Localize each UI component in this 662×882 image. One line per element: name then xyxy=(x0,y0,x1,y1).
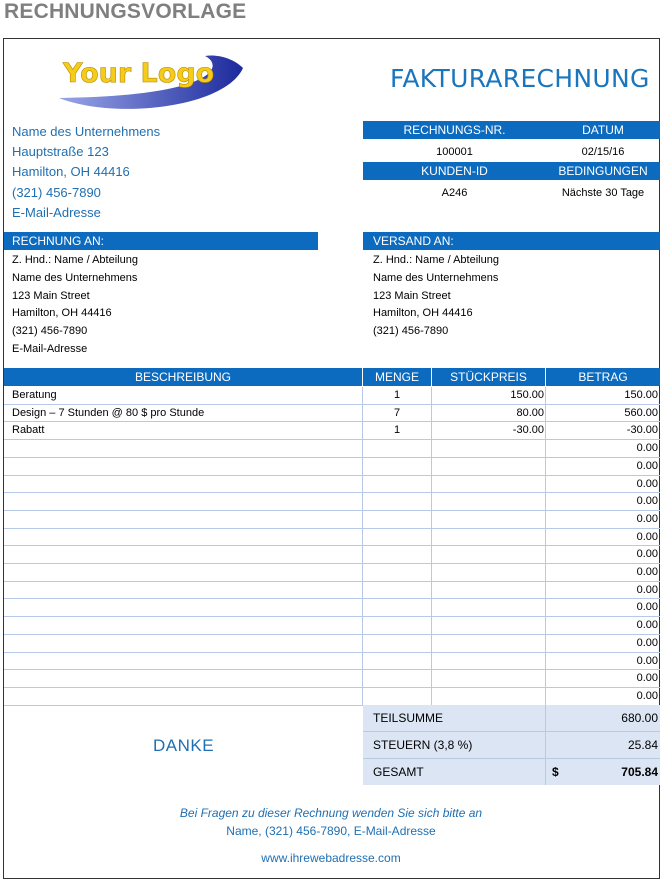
cell-description xyxy=(4,529,362,546)
cell-description xyxy=(4,476,362,493)
total-value: 705.84 xyxy=(546,759,660,785)
cell-qty xyxy=(363,476,431,493)
cell-amount: 0.00 xyxy=(636,566,658,578)
ship-to-line: Z. Hnd.: Name / Abteilung xyxy=(373,254,499,266)
ship-to-line: 123 Main Street xyxy=(373,290,451,302)
cell-unit-price xyxy=(432,670,545,687)
cell-qty: 1 xyxy=(393,389,401,401)
cell-amount: 0.00 xyxy=(636,530,658,543)
cell-qty xyxy=(363,564,431,581)
cell-qty xyxy=(363,458,431,475)
subtotal-value: 680.00 xyxy=(546,705,660,731)
company-phone: (321) 456-7890 xyxy=(12,185,101,200)
company-city: Hamilton, OH 44416 xyxy=(12,164,130,179)
column-divider xyxy=(362,387,363,706)
invoice-number-header: RECHNUNGS-NR. xyxy=(363,121,546,139)
cell-qty xyxy=(363,529,431,546)
cell-amount: 0.00 xyxy=(636,689,658,702)
cell-description xyxy=(4,653,362,670)
cell-amount: 0.00 xyxy=(636,477,658,490)
cell-unit-price xyxy=(432,617,545,634)
column-header-qty: MENGE xyxy=(363,368,431,386)
cell-amount: 0.00 xyxy=(636,672,658,685)
cell-unit-price xyxy=(432,564,545,581)
company-name: Name des Unternehmens xyxy=(12,124,161,139)
cell-unit-price xyxy=(432,529,545,546)
cell-description: Design – 7 Stunden @ 80 $ pro Stunde xyxy=(12,406,205,419)
ship-to-header: VERSAND AN: xyxy=(363,232,660,250)
cell-unit-price xyxy=(432,653,545,670)
thank-you-text: DANKE xyxy=(153,736,215,755)
bill-to-line: Name des Unternehmens xyxy=(12,272,138,284)
cell-unit-price xyxy=(432,511,545,528)
cell-qty xyxy=(363,653,431,670)
bill-to-line: 123 Main Street xyxy=(12,290,90,302)
cell-qty xyxy=(363,493,431,510)
cell-qty xyxy=(363,440,431,457)
company-street: Hauptstraße 123 xyxy=(12,144,109,159)
cell-amount: 0.00 xyxy=(636,495,658,508)
cell-amount: 150.00 xyxy=(624,389,658,401)
cell-unit-price xyxy=(432,635,545,652)
cell-description xyxy=(4,440,362,457)
currency-symbol: $ xyxy=(552,765,559,779)
cell-unit-price xyxy=(432,688,545,705)
cell-qty xyxy=(363,599,431,616)
cell-qty xyxy=(363,688,431,705)
cell-unit-price xyxy=(432,458,545,475)
cell-qty xyxy=(363,617,431,634)
subtotal-label: TEILSUMME xyxy=(363,705,545,731)
cell-unit-price xyxy=(432,599,545,616)
ship-to-line: Hamilton, OH 44416 xyxy=(373,307,473,319)
date-header: DATUM xyxy=(546,121,660,139)
column-header-unit-price: STÜCKPREIS xyxy=(432,368,545,386)
page-title: RECHNUNGSVORLAGE xyxy=(4,0,247,23)
cell-amount: 0.00 xyxy=(636,654,658,667)
logo-text: Your Logo xyxy=(63,58,215,89)
terms-value: Nächste 30 Tage xyxy=(561,187,645,199)
cell-unit-price xyxy=(432,440,545,457)
cell-description xyxy=(4,617,362,634)
cell-unit-price xyxy=(432,476,545,493)
column-divider xyxy=(431,387,432,706)
cell-unit-price xyxy=(432,493,545,510)
company-logo xyxy=(55,50,245,115)
cell-amount: 0.00 xyxy=(636,636,658,649)
cell-amount: 0.00 xyxy=(636,512,658,525)
cell-description xyxy=(4,670,362,687)
cell-description xyxy=(4,458,362,475)
invoice-number-value: 100001 xyxy=(436,146,473,158)
column-header-description: BESCHREIBUNG xyxy=(4,368,362,386)
cell-unit-price: 150.00 xyxy=(510,389,544,401)
cell-description xyxy=(4,599,362,616)
tax-label: STEUERN (3,8 %) xyxy=(363,732,545,758)
terms-header: BEDINGUNGEN xyxy=(546,162,660,180)
cell-qty xyxy=(363,582,431,599)
cell-amount: 0.00 xyxy=(636,459,658,472)
column-divider xyxy=(545,387,546,706)
cell-qty xyxy=(363,670,431,687)
tax-value: 25.84 xyxy=(546,732,660,758)
cell-unit-price xyxy=(432,582,545,599)
cell-amount: 0.00 xyxy=(636,619,658,632)
cell-amount: -30.00 xyxy=(626,424,658,437)
cell-description: Rabatt xyxy=(12,424,45,437)
footer-website[interactable]: www.ihrewebadresse.com xyxy=(261,851,401,865)
cell-description xyxy=(4,582,362,599)
cell-qty: 7 xyxy=(393,406,401,419)
cell-description xyxy=(4,493,362,510)
bill-to-line: Z. Hnd.: Name / Abteilung xyxy=(12,254,138,266)
cell-unit-price xyxy=(432,546,545,563)
footer-question: Bei Fragen zu dieser Rechnung wenden Sie sich bitte an xyxy=(179,806,483,820)
footer-contact: Name, (321) 456-7890, E-Mail-Adresse xyxy=(226,824,436,838)
cell-amount: 0.00 xyxy=(636,583,658,596)
cell-amount: 0.00 xyxy=(636,548,658,561)
company-email: E-Mail-Adresse xyxy=(12,205,101,220)
cell-amount: 560.00 xyxy=(624,406,658,419)
document-title: FAKTURARECHNUNG xyxy=(390,64,650,93)
column-header-amount: BETRAG xyxy=(546,368,660,386)
cell-amount: 0.00 xyxy=(636,601,658,614)
cell-qty xyxy=(363,546,431,563)
cell-description: Beratung xyxy=(12,389,57,401)
date-value: 02/15/16 xyxy=(581,146,625,158)
cell-amount: 0.00 xyxy=(636,442,658,455)
ship-to-line: (321) 456-7890 xyxy=(373,325,449,337)
cell-description xyxy=(4,635,362,652)
cell-description xyxy=(4,546,362,563)
cell-qty xyxy=(363,511,431,528)
customer-id-value: A246 xyxy=(441,187,468,199)
cell-description xyxy=(4,564,362,581)
cell-description xyxy=(4,511,362,528)
cell-description xyxy=(4,688,362,705)
total-label: GESAMT xyxy=(363,759,545,785)
ship-to-line: Name des Unternehmens xyxy=(373,272,499,284)
bill-to-line: Hamilton, OH 44416 xyxy=(12,307,112,319)
cell-qty xyxy=(363,635,431,652)
bill-to-line: E-Mail-Adresse xyxy=(12,343,88,355)
bill-to-header: RECHNUNG AN: xyxy=(4,232,318,250)
customer-id-header: KUNDEN-ID xyxy=(363,162,546,180)
bill-to-line: (321) 456-7890 xyxy=(12,325,88,337)
cell-unit-price: 80.00 xyxy=(516,406,544,419)
cell-qty: 1 xyxy=(393,424,401,437)
cell-unit-price: -30.00 xyxy=(512,424,544,437)
